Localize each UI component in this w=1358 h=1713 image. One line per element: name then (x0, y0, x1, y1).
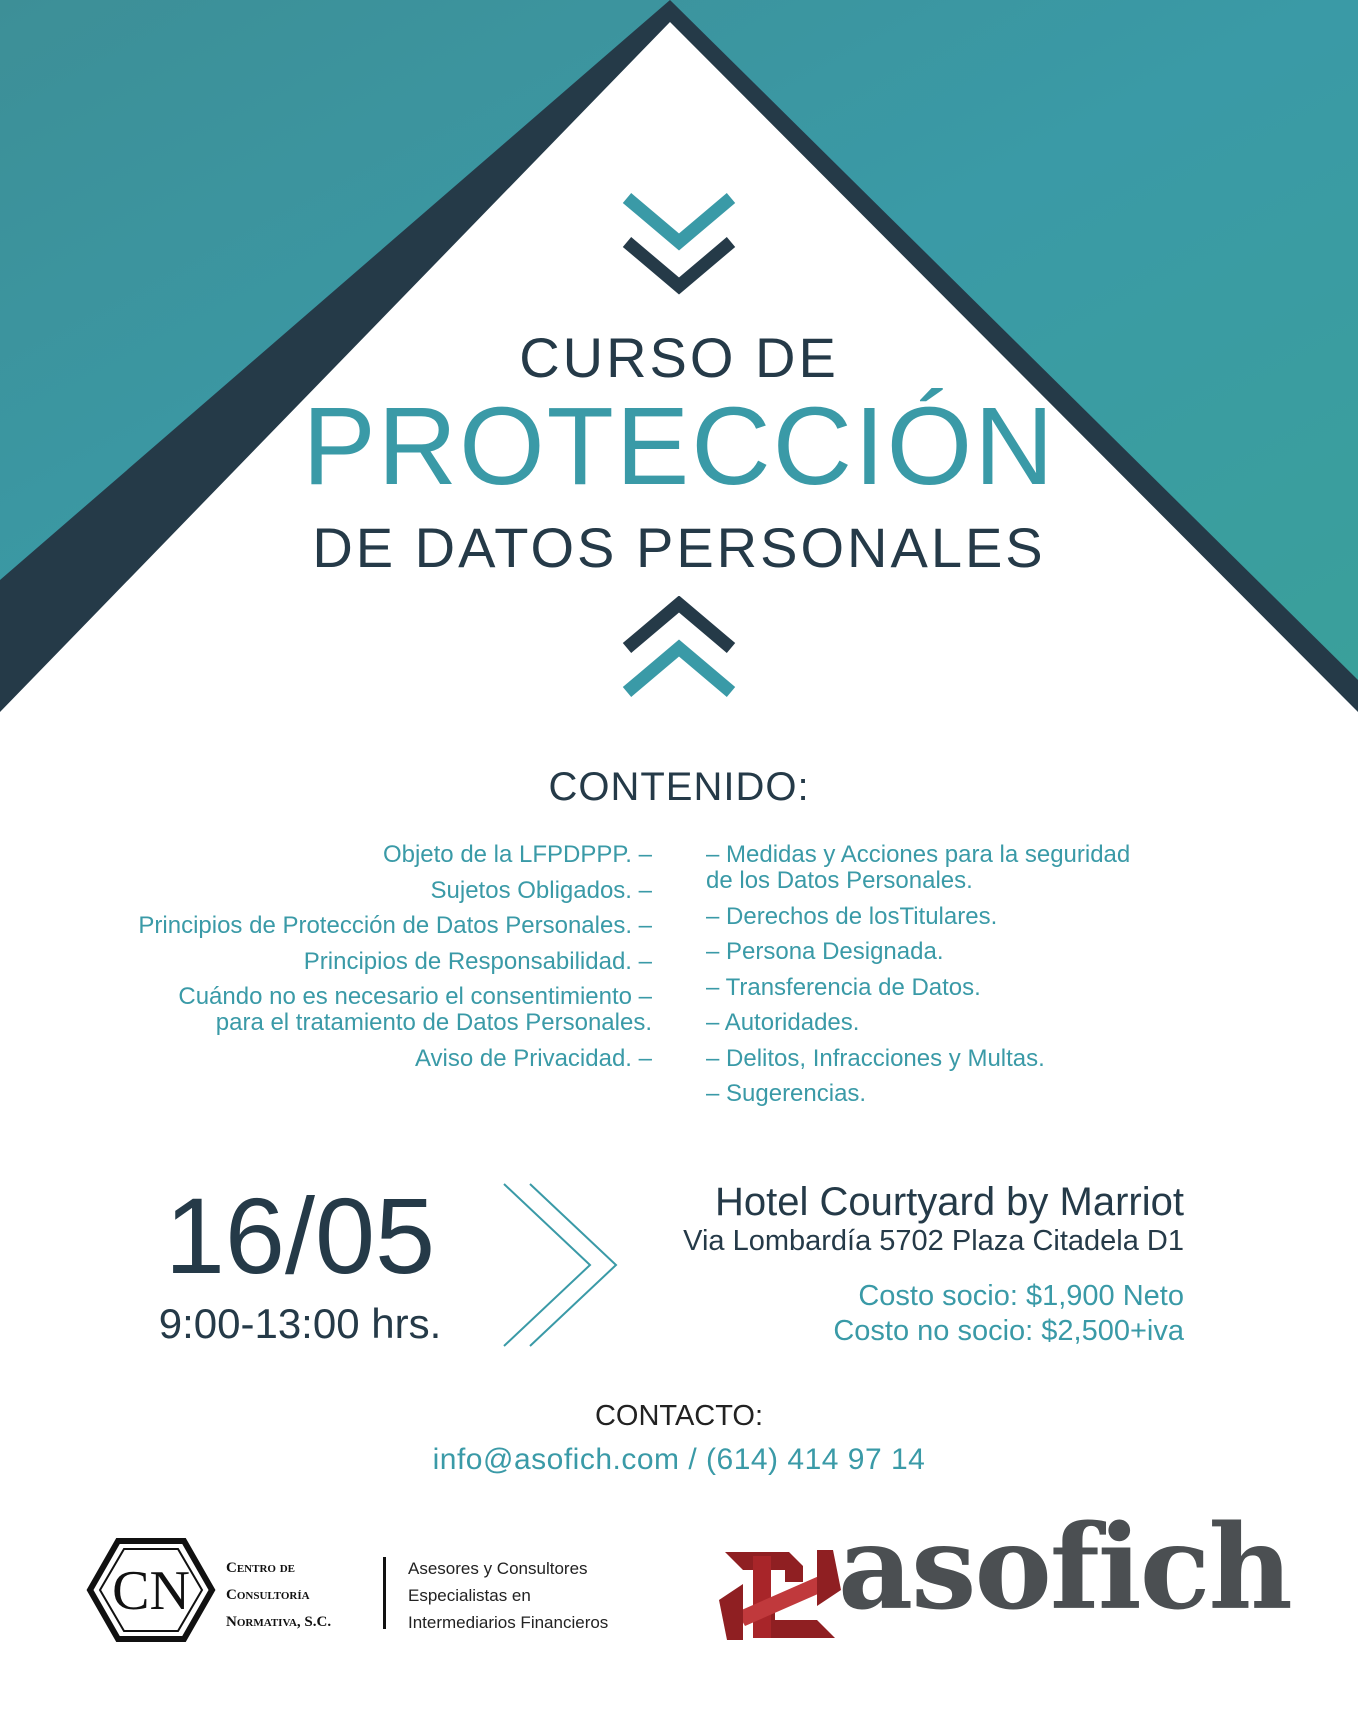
contents-heading: CONTENIDO: (548, 765, 810, 809)
contents-list-item: Principios de Protección de Datos Personales. – (138, 912, 652, 939)
event-address: Via Lombardía 5702 Plaza Citadela D1 (683, 1225, 1184, 1257)
double-chevron-up-icon (619, 596, 739, 708)
cn-name-line: Consultoría (226, 1587, 310, 1603)
course-title-main: PROTECCIÓN (302, 385, 1056, 508)
contents-list-item: Cuándo no es necesario el consentimiento – para el tratamiento de Datos Personales. (178, 983, 652, 1036)
course-title-line1: CURSO DE (519, 326, 839, 389)
contents-list-item: – Delitos, Infracciones y Multas. (706, 1044, 1045, 1072)
cn-logo (86, 1535, 216, 1645)
asesores-text (408, 1555, 608, 1636)
asofich-wordmark: asofich (838, 1500, 1291, 1636)
contents-left-column (60, 842, 652, 1081)
asesores-line: Especialistas en (408, 1586, 531, 1605)
event-venue: Hotel Courtyard by Marriot (714, 1180, 1184, 1224)
cn-name-line: Centro de (226, 1560, 295, 1576)
cn-company-name (226, 1555, 331, 1636)
contact-heading: CONTACTO: (594, 1400, 764, 1432)
double-arrow-right-icon (500, 1180, 620, 1350)
event-time: 9:00-13:00 hrs. (158, 1300, 442, 1347)
contents-list-item: – Derechos de losTitulares. (706, 902, 998, 930)
asofich-logo-mark (715, 1530, 845, 1660)
contents-list-item: – Autoridades. (706, 1009, 860, 1036)
contents-list-item: Sujetos Obligados. – (430, 876, 652, 904)
contents-right-column (706, 842, 1266, 1117)
contents-list-item: – Sugerencias. (706, 1080, 867, 1107)
cn-name-line: Normativa, S.C. (226, 1614, 332, 1630)
contents-list-item: – Persona Designada. (706, 938, 944, 965)
course-title-line3: DE DATOS PERSONALES (312, 516, 1046, 579)
contents-list-item: Principios de Responsabilidad. – (303, 947, 652, 975)
cost-member: Costo socio: $1,900 Neto (858, 1280, 1184, 1312)
asesores-line: Intermediarios Financieros (408, 1613, 609, 1632)
event-date: 16/05 (164, 1175, 436, 1296)
contents-list-item: Aviso de Privacidad. – (414, 1044, 652, 1072)
cost-non-member: Costo no socio: $2,500+iva (833, 1315, 1184, 1347)
contents-list-item: Objeto de la LFPDPPP. – (382, 841, 652, 868)
contact-info: info@asofich.com / (614) 414 97 14 (432, 1443, 926, 1476)
contents-list-item: – Medidas y Acciones para la seguridad de los Datos Personales. (706, 841, 1131, 894)
cn-logo-letters: CN (112, 1560, 190, 1622)
footer-divider (383, 1557, 386, 1629)
asesores-line: Asesores y Consultores (408, 1559, 588, 1578)
double-chevron-down-icon (619, 190, 739, 302)
contents-list-item: – Transferencia de Datos. (706, 973, 981, 1001)
